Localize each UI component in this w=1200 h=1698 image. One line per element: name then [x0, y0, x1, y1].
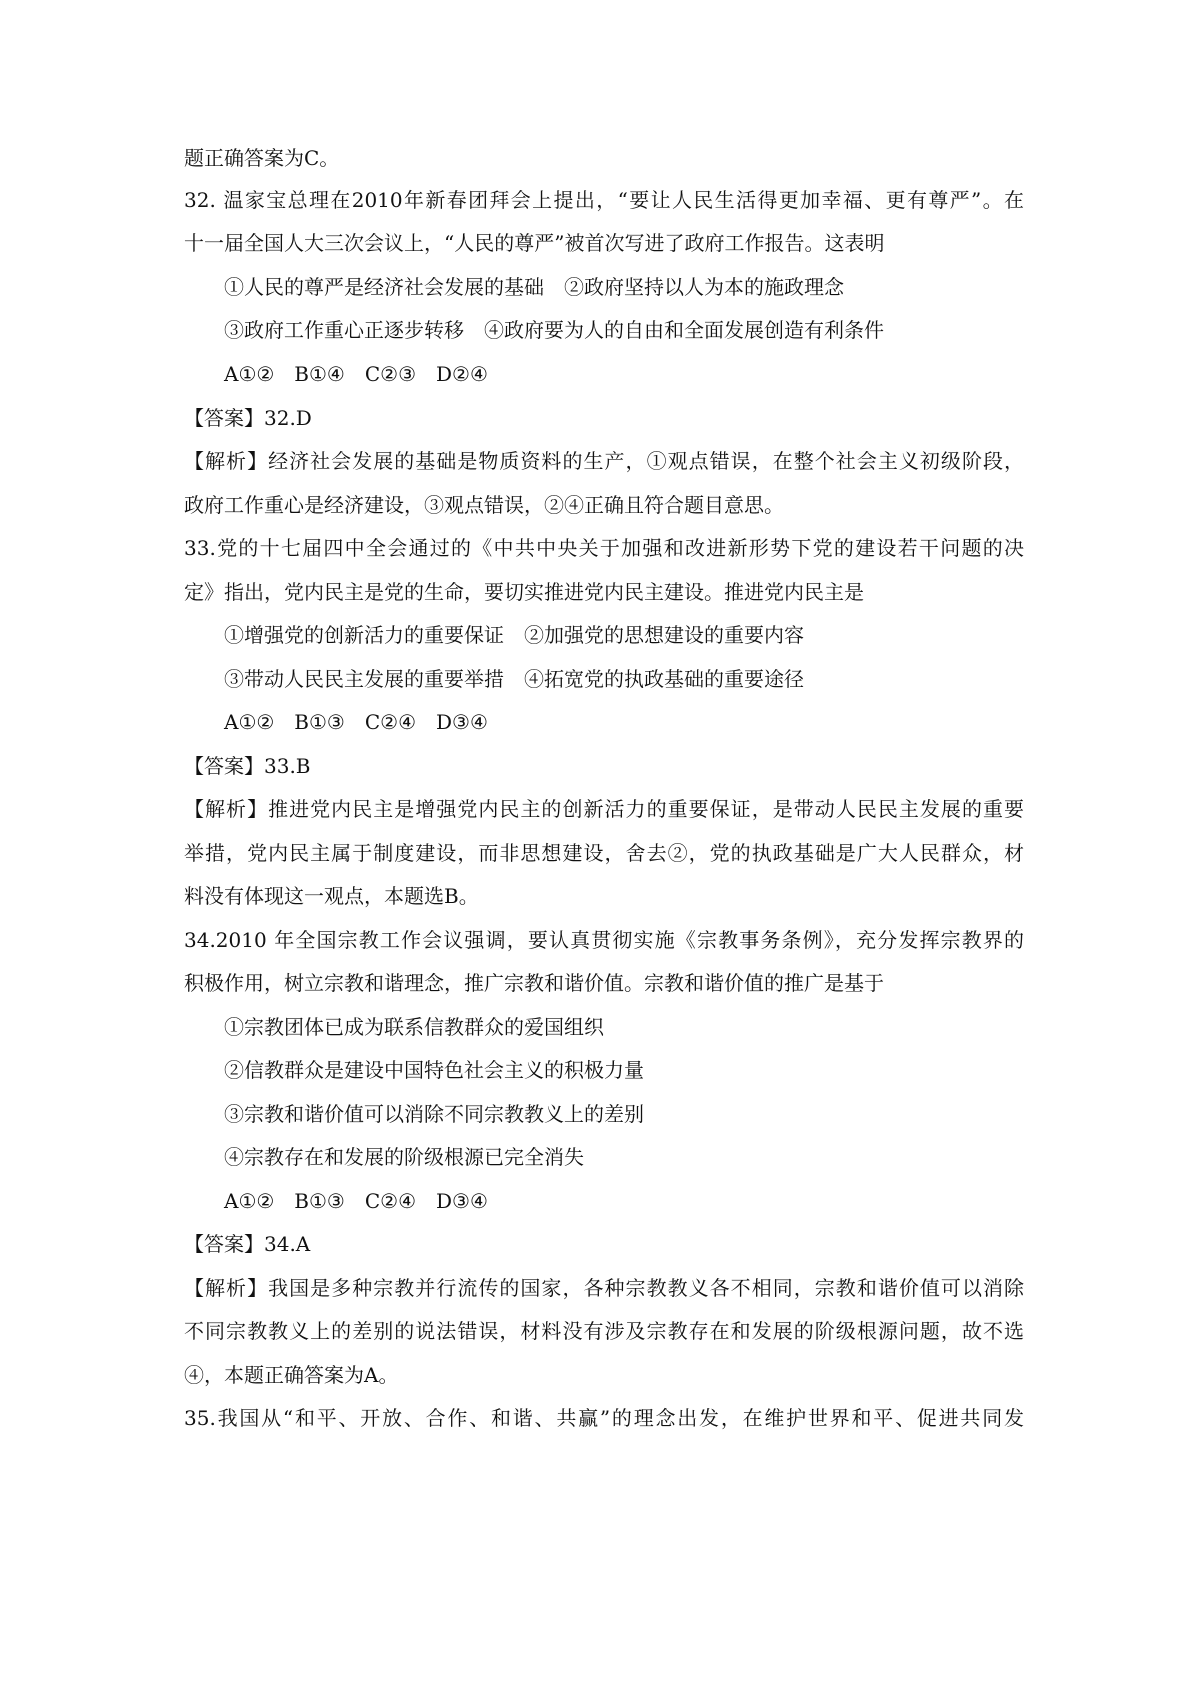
question-35-stem: 35.我国从“和平、开放、合作、和谐、共赢”的理念出发，在维护世界和平、促进共同发 — [184, 1406, 1024, 1430]
question-33-option: ①增强党的创新活力的重要保证 ②加强党的思想建设的重要内容 — [224, 623, 804, 647]
question-32-option: ③政府工作重心正逐步转移 ④政府要为人的自由和全面发展创造有利条件 — [224, 318, 884, 342]
question-33-option: ③带动人民民主发展的重要举措 ④拓宽党的执政基础的重要途径 — [224, 667, 804, 691]
question-32-stem: 十一届全国人大三次会议上，“人民的尊严”被首次写进了政府工作报告。这表明 — [184, 231, 885, 255]
question-32-stem: 32. 温家宝总理在2010年新春团拜会上提出，“要让人民生活得更加幸福、更有尊严”。在 — [184, 188, 1024, 212]
question-34-stem: 34.2010 年全国宗教工作会议强调，要认真贯彻实施《宗教事务条例》，充分发挥宗教界的 — [184, 928, 1024, 952]
question-34-stem: 积极作用，树立宗教和谐理念，推广宗教和谐价值。宗教和谐价值的推广是基于 — [184, 971, 884, 995]
analysis-32: 【解析】经济社会发展的基础是物质资料的生产，①观点错误，在整个社会主义初级阶段， — [184, 449, 1024, 473]
analysis-34: 【解析】我国是多种宗教并行流传的国家，各种宗教教义各不相同，宗教和谐价值可以消除 — [184, 1276, 1024, 1300]
question-33-stem: 定》指出，党内民主是党的生命，要切实推进党内民主建设。推进党内民主是 — [184, 580, 864, 604]
text-line: 题正确答案为C。 — [184, 146, 340, 170]
answer-34: 【答案】34.A — [184, 1232, 311, 1256]
question-34-option: ②信教群众是建设中国特色社会主义的积极力量 — [224, 1058, 644, 1082]
answer-32: 【答案】32.D — [184, 406, 312, 430]
analysis-34: 不同宗教教义上的差别的说法错误，材料没有涉及宗教存在和发展的阶级根源问题，故不选 — [184, 1319, 1024, 1343]
question-33-stem: 33.党的十七届四中全会通过的《中共中央关于加强和改进新形势下党的建设若干问题的决 — [184, 536, 1024, 560]
question-34-choices: A①② B①③ C②④ D③④ — [224, 1189, 488, 1213]
answer-33: 【答案】33.B — [184, 754, 311, 778]
analysis-34: ④，本题正确答案为A。 — [184, 1363, 399, 1387]
analysis-33: 料没有体现这一观点，本题选B。 — [184, 884, 479, 908]
analysis-33: 举措，党内民主属于制度建设，而非思想建设，舍去②，党的执政基础是广大人民群众，材 — [184, 841, 1024, 865]
analysis-33: 【解析】推进党内民主是增强党内民主的创新活力的重要保证，是带动人民民主发展的重要 — [184, 797, 1024, 821]
question-32-option: ①人民的尊严是经济社会发展的基础 ②政府坚持以人为本的施政理念 — [224, 275, 844, 299]
question-33-choices: A①② B①③ C②④ D③④ — [224, 710, 488, 734]
question-32-choices: A①② B①④ C②③ D②④ — [224, 362, 488, 386]
question-34-option: ③宗教和谐价值可以消除不同宗教教义上的差别 — [224, 1102, 644, 1126]
question-34-option: ④宗教存在和发展的阶级根源已完全消失 — [224, 1145, 584, 1169]
analysis-32: 政府工作重心是经济建设，③观点错误，②④正确且符合题目意思。 — [184, 493, 784, 517]
question-34-option: ①宗教团体已成为联系信教群众的爱国组织 — [224, 1015, 604, 1039]
